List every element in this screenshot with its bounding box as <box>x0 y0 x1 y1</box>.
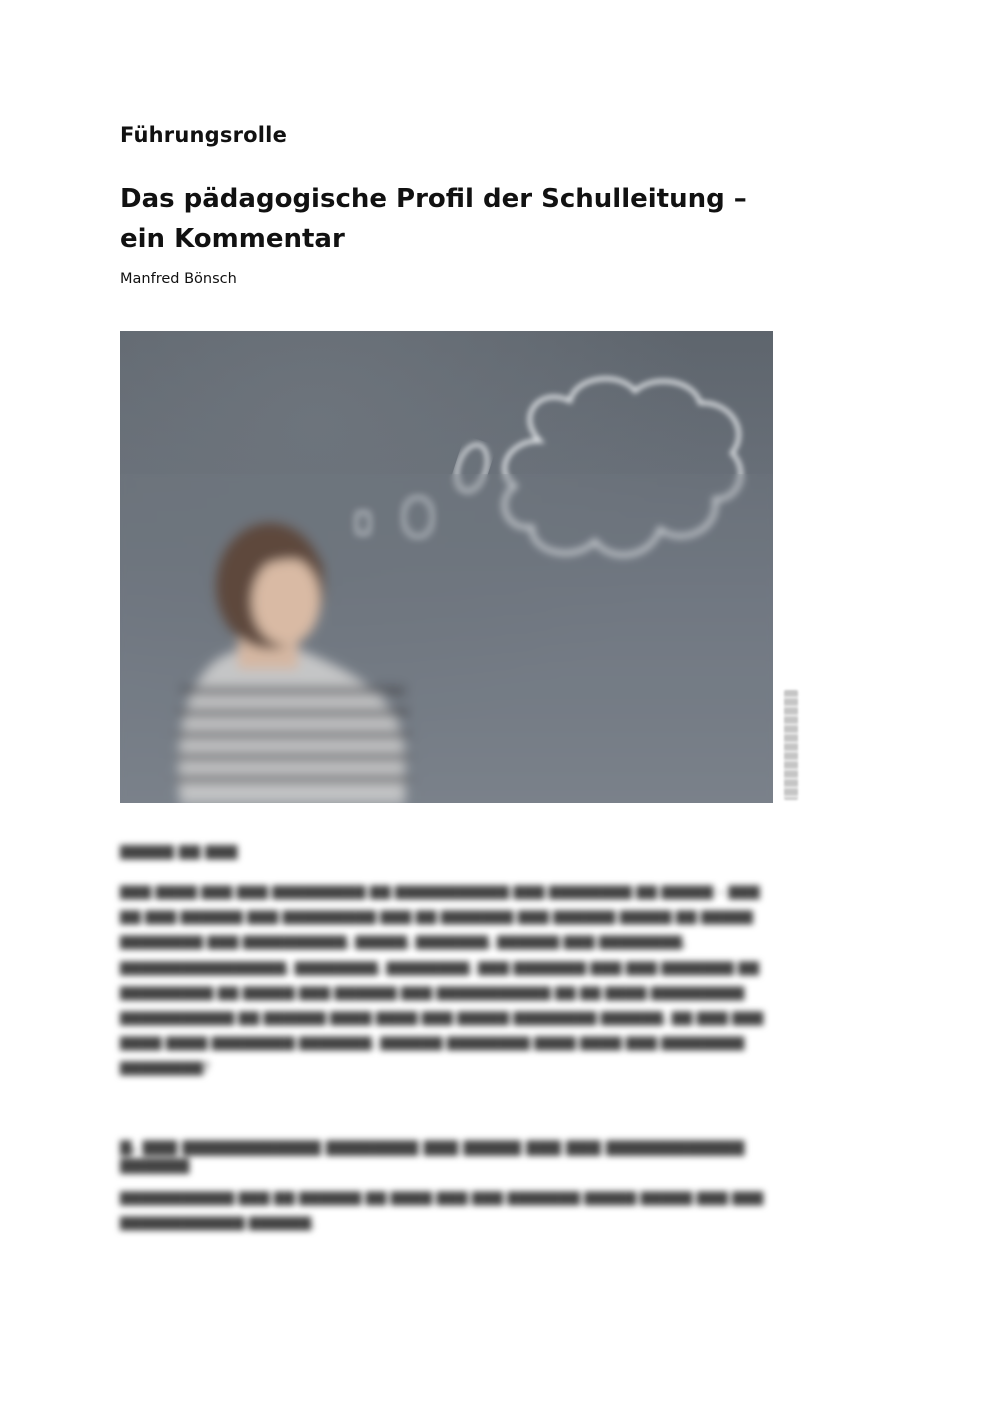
photo-blur-overlay <box>120 474 773 803</box>
blurred-intro-paragraph: ▇▇▇ ▇▇▇▇ ▇▇▇ ▇▇▇ ▇▇▇▇▇▇▇▇▇ ▇▇ ▇▇▇▇▇▇▇▇▇▇▇ ▇▇▇ ▇▇▇▇▇▇▇▇ ▇▇ ▇▇▇▇▇ – ▇▇▇ ▇▇ ▇▇▇ ▇▇▇▇▇▇ ▇▇▇ ▇▇▇▇▇▇▇▇▇ ▇▇▇ ▇▇ ▇▇▇▇▇▇▇ ▇▇▇ ▇▇▇▇▇▇ ▇▇▇▇▇ ▇▇ ▇▇▇▇▇ ▇▇▇▇▇▇▇▇ ▇▇▇ ▇▇▇▇▇▇▇▇▇▇, ▇▇▇▇▇, ▇▇▇▇▇▇▇, ▇▇▇▇▇▇ ▇▇▇ ▇▇▇▇▇▇▇▇, ▇▇▇▇▇▇▇▇▇▇▇▇▇▇▇▇, ▇▇▇▇▇▇▇▇, ▇▇▇▇▇▇▇▇. ▇▇▇ ▇▇▇▇▇▇▇ ▇▇▇ ▇▇▇ ▇▇▇▇▇▇▇ ▇▇ ▇▇▇▇▇▇▇▇▇ ▇▇ ▇▇▇▇▇ ▇▇▇ ▇▇▇▇▇▇ ▇▇▇ ▇▇▇▇▇▇▇▇▇▇▇ ▇▇ ▇▇ ▇▇▇▇ ▇▇▇▇▇▇▇▇▇ ▇▇▇▇▇▇▇▇▇▇▇ ▇▇ ▇▇▇▇▇▇ ▇▇▇▇ ▇▇▇▇ ▇▇▇ ▇▇▇▇▇ ▇▇▇▇▇▇▇▇ ▇▇▇▇▇▇, ▇▇ ▇▇▇ ▇▇▇ ▇▇▇▇ ▇▇▇▇ ▇▇▇▇▇▇▇▇ ▇▇▇▇▇▇▇. ▇▇▇▇▇▇ ▇▇▇▇▇▇▇▇ ▇▇▇▇ ▇▇▇▇ ▇▇▇ ▇▇▇▇▇▇▇▇ ▇▇▇▇▇▇▇▇? <box>120 884 764 1077</box>
blurred-chapter-paragraph: ▇▇▇▇▇▇▇▇▇▇▇ ▇▇▇ ▇▇ ▇▇▇▇▇▇ ▇▇ ▇▇▇▇ ▇▇▇ ▇▇▇ ▇▇▇▇▇▇▇ ▇▇▇▇▇ ▇▇▇▇▇ ▇▇▇ ▇▇▇ ▇▇▇▇▇▇▇▇▇▇▇▇ ▇▇▇▇▇▇. <box>120 1190 764 1231</box>
header-photo <box>120 331 773 803</box>
photo-credit <box>784 690 798 800</box>
blurred-chapter-heading: ▇. ▇▇▇ ▇▇▇▇▇▇▇▇▇▇▇▇ ▇▇▇▇▇▇▇▇ ▇▇▇ ▇▇▇▇▇ ▇▇▇ ▇▇▇ ▇▇▇▇▇▇▇▇▇▇▇▇ ▇▇▇▇▇▇ <box>120 1138 745 1174</box>
kicker: Führungsrolle <box>120 123 288 147</box>
blurred-section-heading: ▇▇▇▇▇ ▇▇ ▇▇▇ <box>120 844 238 860</box>
article-title: Das pädagogische Profil der Schulleitung – ein Kommentar <box>120 184 747 254</box>
author: Manfred Bönsch <box>120 271 237 287</box>
